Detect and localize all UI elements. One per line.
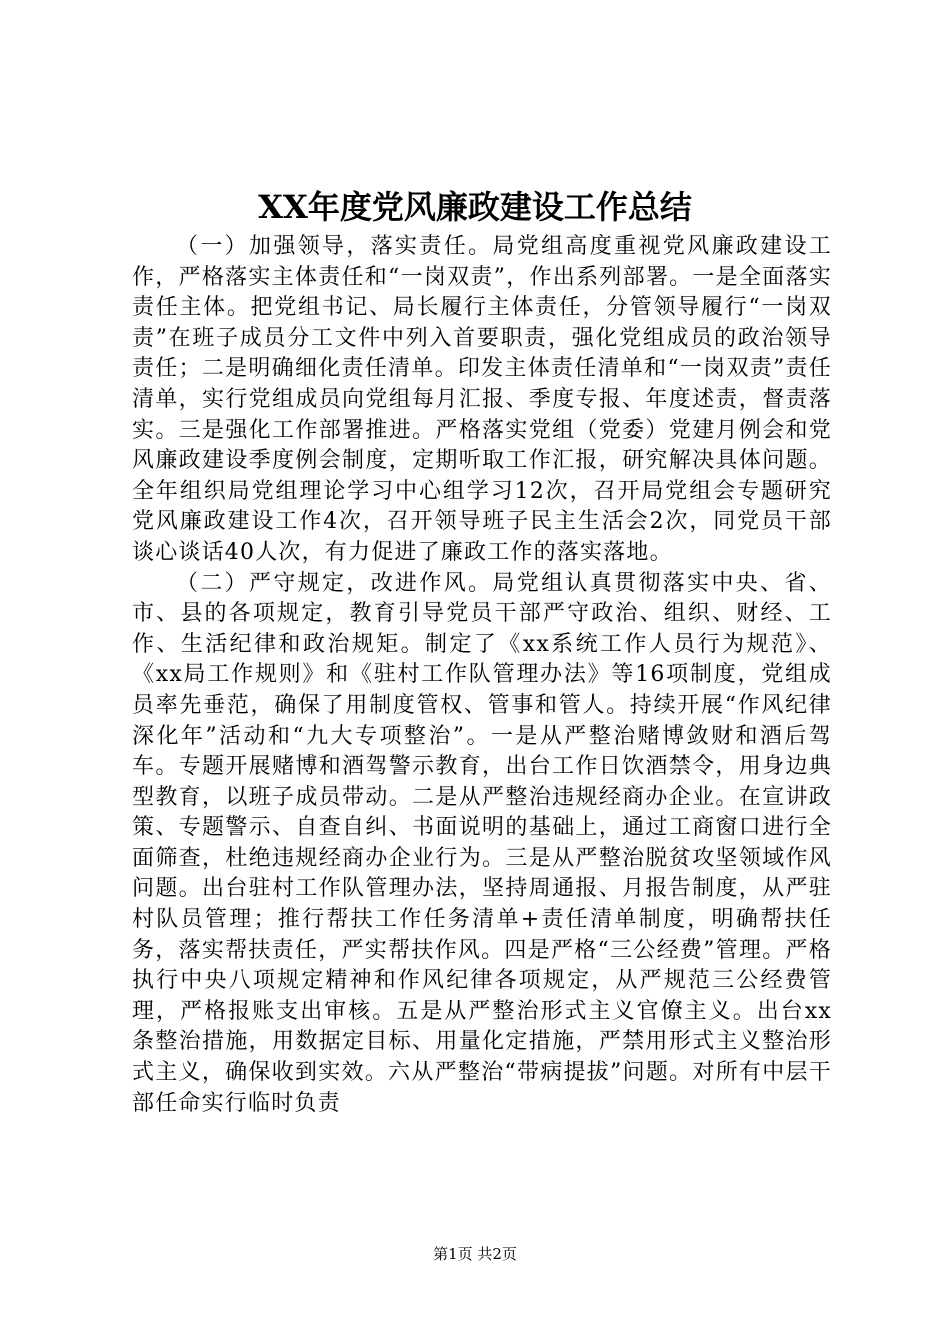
document-title: XX年度党风廉政建设工作总结	[258, 188, 692, 226]
page-footer: 第1页 共2页	[433, 1245, 517, 1263]
document-body	[132, 232, 832, 1119]
paragraph-regulations: （二）严守规定，改进作风。局党组认真贯彻落实中央、省、市、县的各项规定，教育引导党员干部严守政治、组织、财经、工作、生活纪律和政治规矩。制定了《xx系统工作人员行为规范》、《xx局工作规则》和《驻村工作队管理办法》等16项制度，党组成员率先垂范，确保了用制度管权、管事和管人。持续开展“作风纪律深化年”活动和“九大专项整治”。一是从严整治赌博敛财和酒后驾车。专题开展赌博和酒驾警示教育，出台工作日饮酒禁令，用身边典型教育，以班子成员带动。二是从严整治违规经商办企业。在宣讲政策、专题警示、自查自纠、书面说明的基础上，通过工商窗口进行全面筛查，杜绝违规经商办企业行为。三是从严整治脱贫攻坚领域作风问题。出台驻村工作队管理办法，坚持周通报、月报告制度，从严驻村队员管理；推行帮扶工作任务清单+责任清单制度，明确帮扶任务，落实帮扶责任，严实帮扶作风。四是严格“三公经费”管理。严格执行中央八项规定精神和作风纪律各项规定，从严规范三公经费管理，严格报账支出审核。五是从严整治形式主义官僚主义。出台xx条整治措施，用数据定目标、用量化定措施，严禁用形式主义整治形式主义，确保收到实效。六从严整治“带病提拔”问题。对所有中层干部任命实行临时负责	[132, 570, 832, 1116]
paragraph-leadership: （一）加强领导，落实责任。局党组高度重视党风廉政建设工作，严格落实主体责任和“一岗双责”，作出系列部署。一是全面落实责任主体。把党组书记、局长履行主体责任，分管领导履行“一岗双责”在班子成员分工文件中列入首要职责，强化党组成员的政治领导责任；二是明确细化责任清单。印发主体责任清单和“一岗双责”责任清单，实行党组成员向党组每月汇报、季度专报、年度述责，督责落实。三是强化工作部署推进。严格落实党组（党委）党建月例会和党风廉政建设季度例会制度，定期听取工作汇报，研究解决具体问题。全年组织局党组理论学习中心组学习12次，召开局党组会专题研究党风廉政建设工作4次，召开领导班子民主生活会2次，同党员干部谈心谈话40人次，有力促进了廉政工作的落实落地。	[132, 234, 832, 565]
